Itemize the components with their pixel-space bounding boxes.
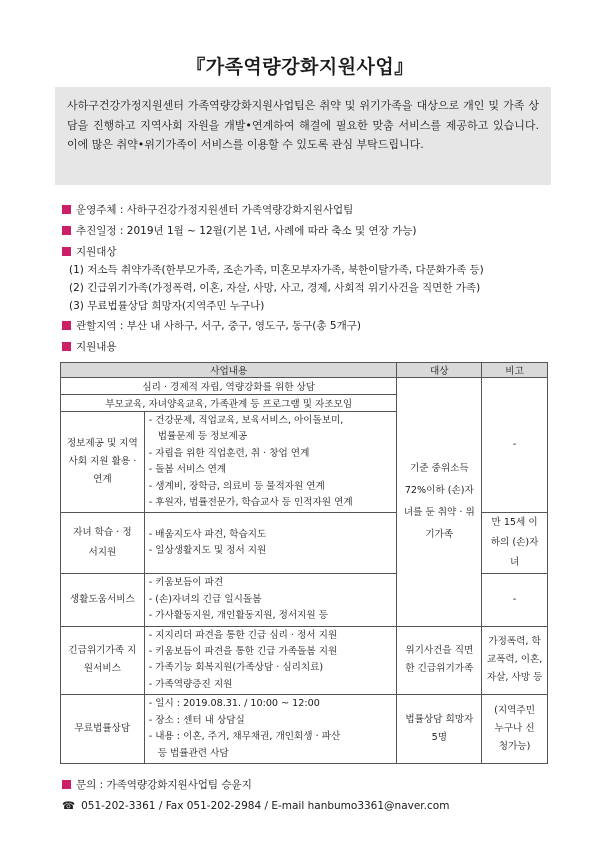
items-child	[144, 513, 397, 574]
target-item-1: (1) 저소득 취약가족(한부모가족, 조손가족, 미혼모부자가족, 북한이탈가족, 다문화가족 등)	[69, 264, 484, 276]
list-item: 법률문제 등 정보제공	[157, 431, 248, 443]
list-item: - 키움보듬이 파견	[148, 577, 224, 589]
crisis-target: 위기사건을 직면한 긴급위기가족	[397, 626, 482, 695]
list-item: - 장소 : 센터 내 상담실	[148, 714, 245, 726]
items-life	[144, 574, 397, 626]
items-info	[144, 412, 397, 513]
target-item-3: (3) 무료법률상담 희망자(지역주민 누구나)	[69, 300, 265, 312]
row-counsel: 심리 · 경제적 자립, 역량강화를 위한 상담	[61, 378, 397, 395]
bullet-square-icon	[62, 205, 71, 214]
bullet-square-icon	[62, 780, 71, 789]
bullet-square-icon	[62, 321, 71, 330]
items-legal	[144, 695, 397, 764]
list-item: - (손)자녀의 긴급 일시돌봄	[148, 593, 262, 605]
child-note: 만 15세 이하의 (손)자녀	[482, 513, 548, 574]
contact-phone: ☎ 051-202-3361 / Fax 051-202-2984 / E-mail hanbumo3361@naver.com	[62, 800, 450, 812]
label-info: 정보제공 및 지역사회 지원 활용 · 연계	[61, 412, 145, 513]
list-item: - 일시 : 2019.08.31. / 10:00 ~ 12:00	[148, 698, 320, 710]
target-item-2: (2) 긴급위기가족(가정폭력, 이혼, 자살, 사망, 사고, 경제, 사회적 위기사건을 직면한 가족)	[69, 282, 481, 294]
bullet-square-icon	[62, 226, 71, 235]
info-region: 관할지역 : 부산 내 사하구, 서구, 중구, 영도구, 동구(총 5개구)	[62, 319, 361, 334]
list-item: - 키움보듬이 파견을 통한 긴급 가족돌봄 지원	[148, 646, 338, 658]
info-content-heading: 지원내용	[62, 340, 117, 355]
telephone-icon: ☎	[62, 800, 76, 812]
list-item: - 생계비, 장학금, 의료비 등 물적자원 연계	[148, 480, 325, 492]
info-period: 추진일정 : 2019년 1월 ~ 12월(기본 1년, 사례에 따라 축소 및 연장 가능)	[62, 224, 417, 239]
list-item: - 배움지도사 파견, 학습지도	[148, 529, 267, 541]
label-legal: 무료법률상담	[61, 695, 145, 764]
info-target-heading: 지원대상	[62, 245, 117, 260]
target-main	[397, 378, 482, 627]
contact-inquiry: 문의 : 가족역량강화지원사업팀 승윤지	[62, 778, 252, 793]
info-note: -	[482, 378, 548, 513]
list-item: - 내용 : 이혼, 주거, 채무채권, 개인회생 · 파산	[148, 731, 341, 743]
list-item: - 지지리더 파견을 통한 긴급 심리 · 정서 지원	[148, 629, 338, 641]
header-note: 비고	[482, 363, 548, 378]
row-edu: 부모교육, 자녀양육교육, 가족관계 등 프로그램 및 자조모임	[61, 395, 397, 412]
intro-box: 사하구건강가정지원센터 가족역량강화지원사업팀은 취약 및 위기가족을 대상으로 개인 및 가족 상담을 진행하고 지역사회 자원을 개발•연계하여 해결에 필요한 맞춤 서비스를 제공하고 있습니다. 이에 많은 취약•위기가족이 서비스를 이용할 수 있도록 관심 부탁드립니다.	[55, 87, 551, 185]
list-item: - 가사활동지원, 개인활동지원, 정서지원 등	[148, 610, 328, 622]
bullet-square-icon	[62, 247, 71, 256]
list-item: - 가족기능 회복지원(가족상담 · 심리치료)	[148, 662, 324, 674]
list-item: - 후원자, 법률전문가, 학습교사 등 인적자원 연계	[148, 497, 353, 509]
items-crisis	[144, 626, 397, 695]
list-item: - 자립을 위한 직업훈련, 취 · 창업 연계	[148, 447, 310, 459]
header-target: 대상	[397, 363, 482, 378]
list-item: 등 법률관련 사담	[157, 747, 229, 759]
label-life: 생활도움서비스	[61, 574, 145, 626]
life-note: -	[482, 574, 548, 626]
legal-note: (지역주민 누구나 신청가능)	[482, 695, 548, 764]
crisis-note: 가정폭력, 학교폭력, 이혼, 자살, 사망 등	[482, 626, 548, 695]
label-crisis: 긴급위기가족 지원서비스	[61, 626, 145, 695]
label-child: 자녀 학습 · 정서지원	[61, 513, 145, 574]
page-title: 『가족역량강화지원사업』	[186, 56, 414, 78]
list-item: - 건강문제, 직업교육, 보육서비스, 아이돌보미,	[148, 415, 344, 426]
support-table	[60, 362, 548, 764]
target-main-text: 기준 중위소득 72%이하 (손)자녀를 둔 취약 · 위기가족	[403, 462, 475, 540]
header-program: 사업내용	[61, 363, 397, 378]
legal-target: 법률상담 희망자 5명	[397, 695, 482, 764]
info-operator: 운영주체 : 사하구건강가정지원센터 가족역량강화지원사업팀	[62, 203, 353, 218]
list-item: - 가족역량증진 지원	[148, 678, 233, 690]
list-item: - 일상생활지도 및 정서 지원	[148, 545, 267, 557]
bullet-square-icon	[62, 342, 71, 351]
list-item: - 돌봄 서비스 연계	[148, 464, 227, 476]
